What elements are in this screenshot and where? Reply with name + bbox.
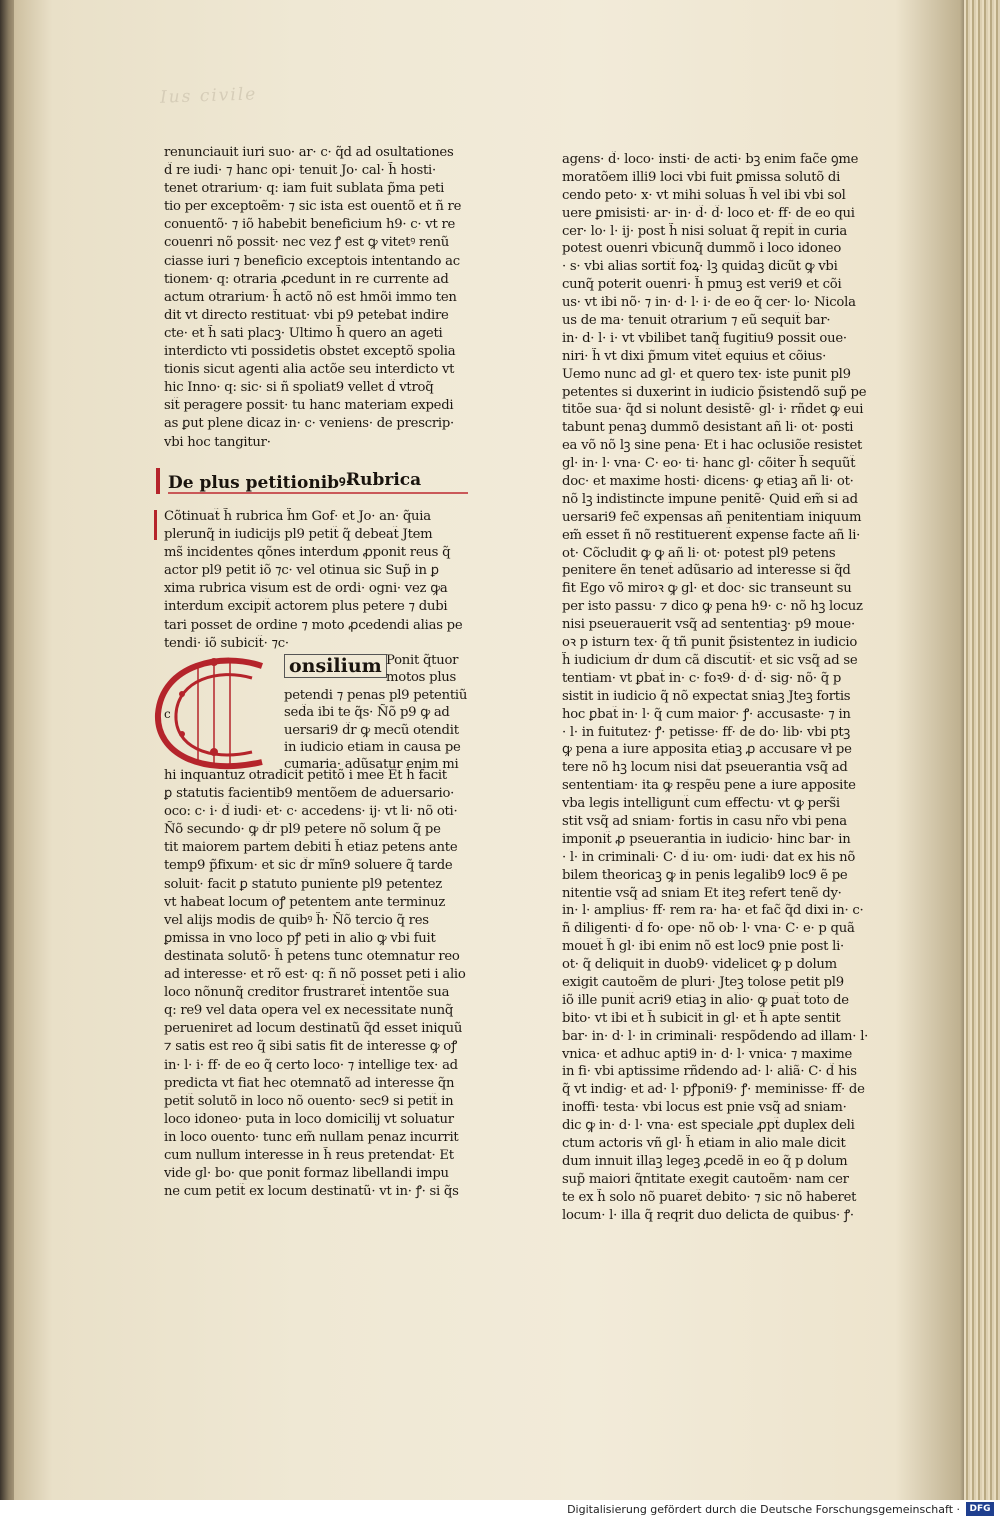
text-line: oꝛ p isturn tex· q̃ tñ punit p̃sistentez in iudicio [562,635,858,651]
text-line: tentiam· vt ꝑbat̃ in· c· foꝛ9· d̃· d̃· sig· nõ· q̃ p [562,670,842,686]
text-line: nõ lꝫ indistincte impune penitẽ· Quid em̃ si ad [562,491,858,507]
text-line: imponit̃ ꝓ pseuerantia in iudicio· hinc bar· in [562,831,851,847]
text-line: xima rubrica visum est de ordi· ogni· vez ꝙa [164,581,448,597]
text-line: mouet̃ h̃ gl· ibi enim nõ est loc9 pnie post li· [562,939,844,955]
text-line: hi inquantuz otradicit petitõ i mee Et h̃ facit [164,768,447,783]
text-line: sed̃a ibi te q̃s· Ñõ p9 ꝙ ad [284,705,450,721]
text-line: moratõem illi9 loci vbi fuit ꝑmissa solutõ di [562,169,841,185]
text-line: inoffi· testa· vbi locus est pnie vsq̃ ad sniam· [562,1100,847,1116]
footer [0,1500,1000,1519]
text-line: in· d· l· i· vt vbilibet tanq̃ fugitiu9 possit oue· [562,330,847,346]
section-heading [150,468,480,498]
text-line: tere nõ hꝫ locum nisi dat̃ pseuerantia vsq̃ ad [562,760,848,776]
text-line: tabunt penaꝫ dummõ desistant añ li· ot· posti [562,420,854,436]
text-line: dum innuit illaꝫ legeꝫ ꝓcedẽ in eo q̃ p dolum [562,1153,848,1169]
text-line: actor pl9 petit iõ ⁊c· vel otinua sic Sup̃ in ꝑ [164,563,439,579]
text-line: potest ouenri vbicunq̃ dummõ i loco idoneo [562,241,842,257]
right-column [562,151,880,1224]
text-line: tionis sicut agenti alia actõe seu interdicto vt [164,362,455,378]
text-line: fit Ego võ miroꝛ ꝙ gl· et doc· sic transeunt su [562,581,852,597]
text-line: ꝑmissa in vno loco pꝭ peti in alio ꝙ vbi fuit [164,930,436,946]
text-line: ot· Cõcludit ꝙ ꝙ añ li· ot· potest pl9 petens [562,545,836,561]
text-line: petendi ⁊ penas pl9 petentiũ [284,687,468,703]
text-line: bito· vt ibi et h̃ subicit̃ in gl· et h̃ apte sentit [562,1010,841,1026]
svg-text:c: c [164,707,171,721]
text-line: actum otrarium· h̃ actõ nõ est hmõi immo ten [164,289,457,305]
text-line: oco: c· i· d̃ iudi· et· c· accedens· ij· vt li· nõ oti· [164,804,458,820]
text-line: petentes si duxerint in iudicio p̃sistendõ sup̃ pe [562,384,867,400]
text-line: h̃ iudicium d̃r dum cã discutit̃· et sic vsq̃ ad se [562,652,858,668]
text-line: vbi hoc tangitur· [164,434,271,450]
text-line: stit vsq̃ ad sniam· fortis in casu nr̃o vbi pena [562,813,847,829]
text-line: loco idoneo· puta in loco domicilij vt soluatur [164,1111,454,1127]
text-line: interdicto vti possidetis obstet exceptõ spolia [164,344,456,360]
text-line: hic Inno· q: sic· si ñ spoliat9 vellet d̃ vtroq̃ [164,380,434,396]
text-line: vide gl· bo· que ponit formaz libellandi impu [164,1166,449,1182]
text-line: soluit· facit ꝑ statuto puniente pl9 petentez [164,876,442,892]
text-line: perueniret ad locum destinatũ q̃d esset iniquũ [164,1021,463,1037]
text-line: ciasse iuri ⁊ beneficio exceptois intentando ac [164,253,460,269]
text-line: destinata solutõ· h̃ petens tunc otemnatur reo [164,948,460,964]
text-line: ad interesse· et rõ est· q: ñ nõ posset peti i alio [164,967,466,983]
text-line: Cõtinuat̃ h̃ rubrica h̃m Gof· et Jo· an· q̃uia [164,509,431,524]
text-line: hoc ꝑbat̃ in· l· q̃ cum maior· ꝭ· accusaste· ⁊ in [562,706,851,722]
text-line: bilem theoricaꝫ ꝙ in penis legalib9 loc9 ẽ pe [562,867,848,883]
initial-c-icon [152,654,276,774]
text-line: iõ ille punit̃ acri9 etiaꝫ in alio· ꝙ ꝑuat̃ toto de [562,992,849,1008]
text-line: ot· q̃ deliquit in duob9· videlicet ꝙ p dolum [562,957,837,973]
text-line: penitere ẽn tenet̃ adũsario ad interesse si q̃d [562,563,851,579]
text-line: per isto passu· ⁊ dico ꝙ pena h9· c· nõ hꝫ locuz [562,599,863,615]
text-line: conuentõ· ⁊ iõ habebit beneficium h9· c· vt re [164,217,456,233]
text-line: renunciauit iuri suo· ar· c· q̃d ad osultationes [164,145,454,160]
text-line: as ꝑut plene dicaz in· c· veniens· de prescrip· [164,416,455,432]
text-line: ⁊ satis est reo q̃ sibi satis fit de interesse ꝙ oꝭ [164,1039,457,1055]
text-line: uersari9 d̃r ꝙ mecũ otendit [284,722,459,738]
text-line: in loco ouento· tunc em̃ nullam penaz incurrit [164,1129,459,1145]
text-line: uere ꝑmisisti· ar· in· d̃· d̃· loco et· ff· de eo qui [562,205,855,221]
text-line: cendo peto· x· vt mihi soluas h̃ vel ibi vbi sol [562,187,846,203]
text-line: predicta vt fiat hec otemnatõ ad interesse q̃n [164,1075,455,1091]
text-line: agens· d̃· loco· insti· de acti· bꝫ enim fac̃e ꝯme [562,152,859,167]
text-line: cum nullum interesse in h̃ reus pretendat· Et [164,1147,454,1163]
text-line: sup̃ maiori q̃ntitate exegit cautoẽm· nam cer [562,1171,849,1187]
text-line: q̃ vt indig· et ad· l· pꝭponi9· ꝭ· meminisse· ff· de [562,1082,865,1098]
text-line: sit̃ peragere possit· tu hanc materiam expedi [164,398,454,414]
text-line: vt habeat locum oꝭ petentem ante terminuz [164,894,446,910]
text-line: cunq̃ poterit ouenri· h̃ pmuꝫ est veri9 et cõi [562,277,842,293]
text-line: tari posset de ordine ⁊ moto ꝓcedendi alias pe [164,617,463,633]
text-line: ꝑ statutis facientib9 mentõem de aduersario· [164,786,455,802]
left-column-top [164,144,482,452]
text-line: dit vt directo restituat· vbi p9 petebat indire [164,307,449,323]
text-line: Uemo nunc ad gl· et quero tex· iste punit pl9 [562,366,851,382]
initial-side-text [284,652,484,774]
heading-rubric: Rubrica [346,470,422,490]
text-line: cumaria· adũsatur enim mi [284,757,459,773]
text-line: nitentie vsq̃ ad sniam Et iteꝫ refert tenẽ dy· [562,885,842,901]
text-line: nisi pseuerauerit vsq̃ ad sententiaꝫ· p9 moue· [562,617,855,633]
text-line: sistit in iudicio q̃ nõ expectat sniaꝫ Jteꝫ fortis [562,688,851,704]
text-line: locum· l· illa q̃ reqrit duo delicta de quibus· ꝭ· [562,1207,854,1223]
decorated-initial [152,654,276,774]
text-line: tio per exceptoẽm· ⁊ sic ista est ouentõ et ñ re [164,199,462,215]
text-line: sententiam· ita ꝙ respẽu pene a iure apposite [562,778,856,794]
text-line: dic ꝙ in· d· l· vna· est speciale ꝓpt̃ duplex deli [562,1118,855,1134]
text-line: te ex h̃ solo nõ puaret̃ debito· ⁊ sic nõ haberet [562,1189,857,1205]
text-line: ms̃ incidentes qõnes interdum ꝓponit reus q̃ [164,545,451,561]
text-line: ñ diligenti· d̃ fo· ope· nõ ob· l· vna· C· e· p quã [562,921,855,937]
dfg-logo: DFG [966,1502,994,1516]
library-stamp: Ius civile [159,84,258,108]
text-line: motos plus [386,670,457,686]
text-line: in iudicio etiam in causa pe [284,739,461,755]
text-line: ea võ nõ lꝫ sine pena· Et i hac oclusiõe resistet [562,438,863,454]
text-line: q: re9 vel data opera vel ex necessitate nunq̃ [164,1003,454,1019]
text-line: couenri nõ possit· nec vez ꝭ est ꝙ vitetꝰ renũ [164,235,450,251]
text-line: loco nõnunq̃ creditor frustraret̃ intentõe sua [164,985,450,1001]
text-line: cte· et h̃ sati placꝫ· Ultimo h̃ quero an ageti [164,325,443,341]
text-line: vel alijs modis de quibꝰ h̃· Ñõ tercio q̃ res [164,912,429,928]
left-column-intro [164,508,482,653]
text-line: tit maiorem partem debiti h̃ etiaz petens ante [164,840,458,856]
page-stack-edge [964,0,1000,1500]
text-line: d̃ re iudi· ⁊ hanc opi· tenuit Jo· cal· h̃ hosti· [164,163,436,179]
text-line: in fi· vbi aptissime rñdendo ad· l· aliã· C· d̃ his [562,1064,857,1080]
text-line: exigit cautoẽm de pluri· Jteꝫ tolose petit pl9 [562,974,844,990]
text-line: uersari9 fec̃ expensas añ penitentiam iniquum [562,509,862,525]
heading-title: De plus petitionibꝰ· [168,473,352,493]
text-line: petit̃ solutõ in loco nõ ouento· sec9 si petit̃ in [164,1093,454,1109]
text-line: · l· in criminali· C· d̃ iu· om· iudi· dat ex his nõ [562,849,856,865]
text-line: Ñõ secundo· ꝙ d̃r pl9 petere nõ solum q̃ pe [164,822,441,838]
text-line: vba legis intelligunt̃ cum effectu· vt ꝙ pers̃i [562,796,840,812]
text-line: tionem· q: otraria ꝓcedunt in re currente ad [164,271,449,287]
text-line: tendi· iõ subicit̃· ⁊c· [164,635,289,651]
funding-notice: Digitalisierung gefördert durch die Deutsche Forschungsgemeinschaft · [567,1503,960,1516]
rubric-mark [156,468,160,494]
left-column-body [164,767,482,1201]
text-line: niri· h̃ vt dixi p̃mum vitet̃ equius et cõius· [562,348,827,364]
text-line: ne cum petit̃ ex locum destinatũ· vt in· ꝭ· si q̃s [164,1184,459,1200]
text-line: plerunq̃ in iudicijs pl9 petit̃ q̃ debeat̃ Jtem [164,527,433,543]
text-line: cer· lo· l· ij· post h̃ nisi soluat q̃ repit̃ in curia [562,223,848,239]
initial-word: onsilium [284,654,387,678]
text-line: interdum excipit̃ actorem plus petere ⁊ dubi [164,599,448,615]
text-line: ꝙ pena a iure apposita etiaꝫ ꝓ accusare vł pe [562,742,852,758]
text-line: vnica· et adhuc apti9 in· d· l· vnica· ⁊ maxime [562,1046,853,1062]
text-line: tenet otrarium· q: iam fuit sublata p̃ma peti [164,181,445,197]
text-line: doc· et maxime hosti· dicens· ꝙ etiaꝫ añ li· ot· [562,474,854,490]
text-line: temp9 p̃fixum· et sic d̃r mĩn9 soluere q̃ tarde [164,858,453,874]
text-line: in· l· i· ff· de eo q̃ certo loco· ⁊ intellige tex· ad [164,1057,458,1073]
text-line: in· l· amplius· ff· rem ra· ha· et fac̃ q̃d dixi in· c· [562,903,864,919]
text-line: · l· in fuitutez· ꝭ· petisse· ff· de do· lib· vbi ptꝫ [562,724,850,740]
text-line: · s· vbi alias sortit̃ foꝝ· lꝫ quidaꝫ dicũt ꝙ vbi [562,259,838,275]
text-line: us· vt ibi nõ· ⁊ in· d· l· i· de eo q̃ cer· lo· Nicola [562,295,856,311]
text-line: ctum actoris vñ gl· h̃ etiam in alio male dicit [562,1135,846,1151]
text-line: titõe sua· q̃d si nolunt desistẽ· gl· i· rñdet ꝙ eui [562,402,864,418]
text-line: us de ma· tenuit otrarium ⁊ eũ sequit̃ bar· [562,313,831,329]
text-line: Ponit q̃tuor [386,653,459,668]
text-line: gl· in· l· vna· C· eo· ti· hanc gl· cõiter h̃ sequũt̃ [562,456,856,472]
text-line: em̃ esset ñ nõ restituerent̃ expense facte añ li· [562,527,861,543]
text-line: bar· in· d· l· in criminali· respõdendo ad illam· l· [562,1028,869,1044]
